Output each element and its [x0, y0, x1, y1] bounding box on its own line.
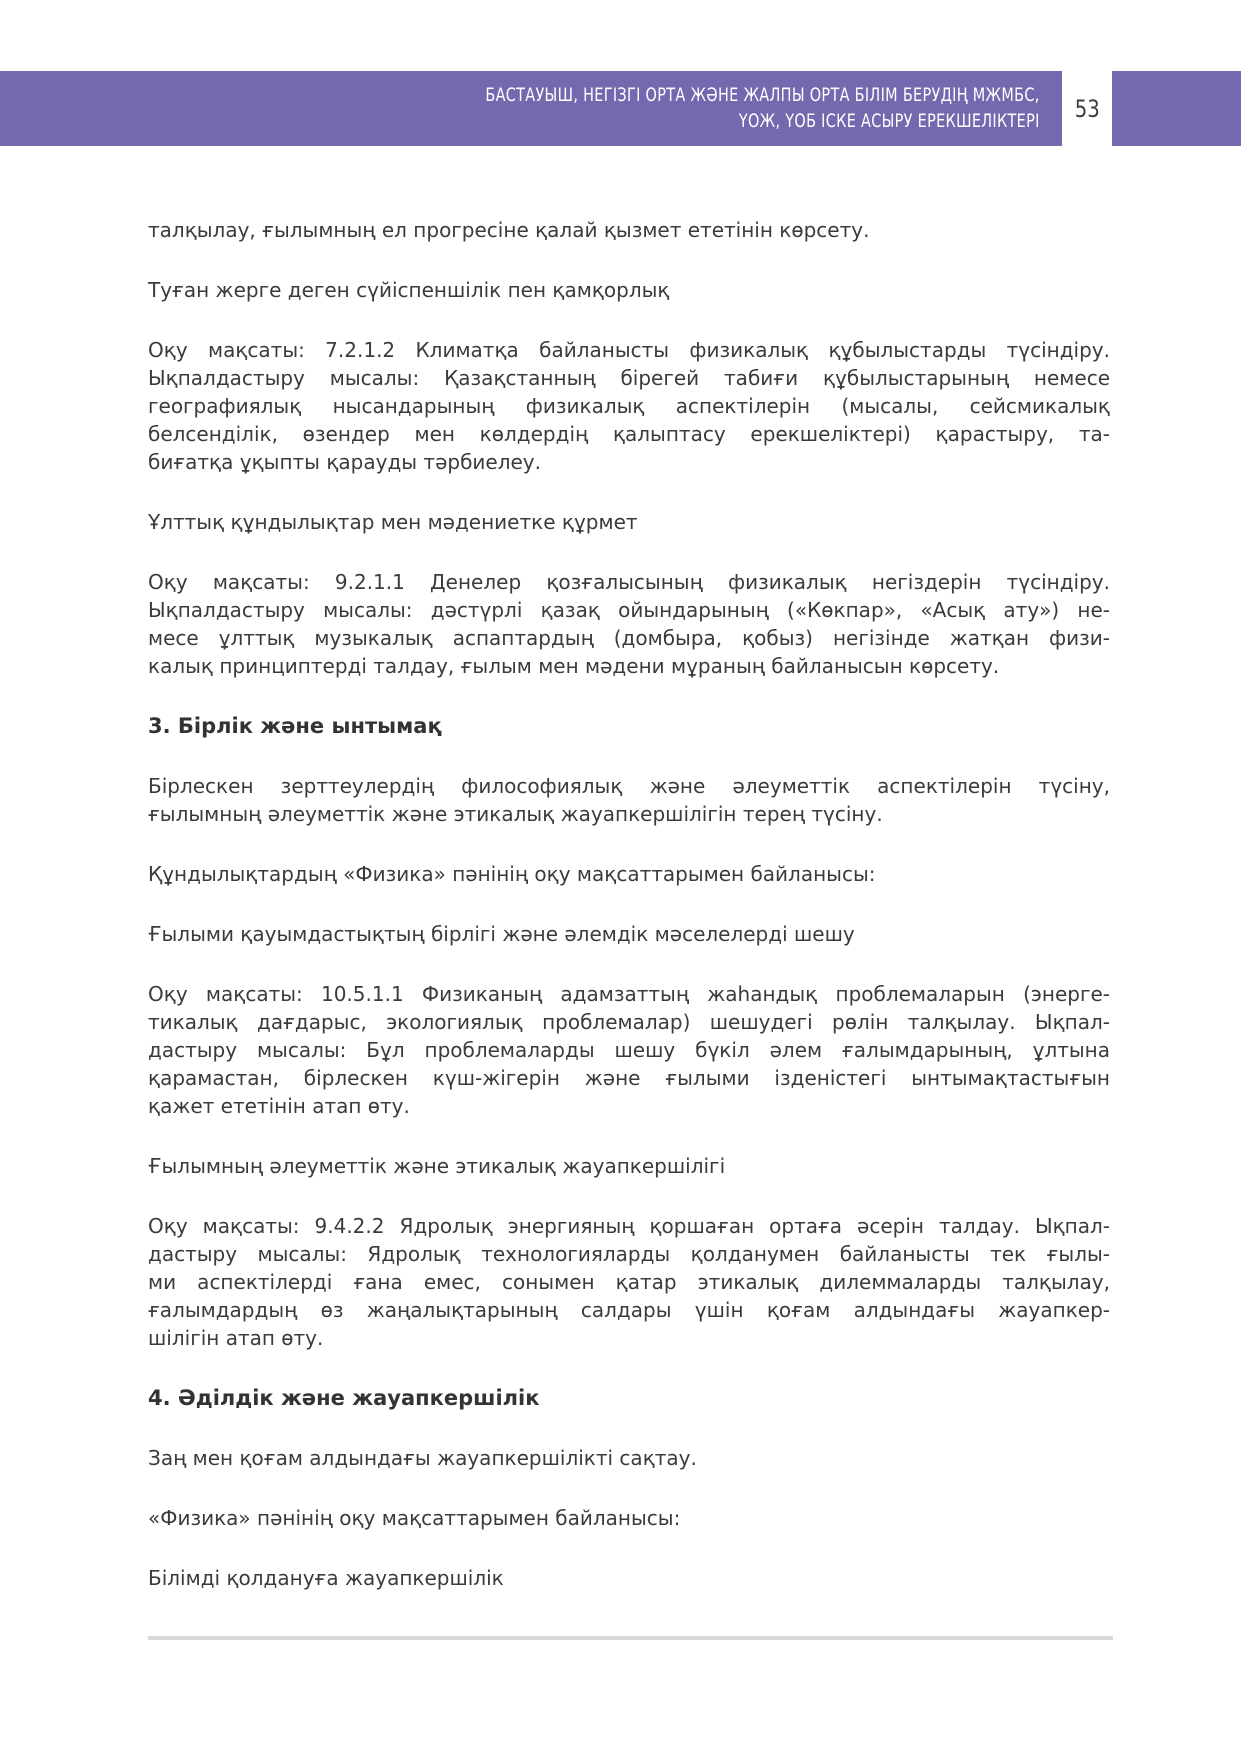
text-line: калық принциптерді талдау, ғылым мен мәдени мұраның байланысын көрсету. — [148, 654, 1000, 678]
paragraph — [148, 1504, 1110, 1532]
text-line: Құндылықтардың «Физика» пәнінің оқу мақсаттарымен байланысы: — [148, 862, 876, 886]
text-line: Бірлескен зерттеулердің философиялық және әлеуметтік аспектілерін түсіну, — [148, 774, 1110, 798]
paragraph — [148, 1212, 1110, 1352]
text-line: 4. Әділдік және жауапкершілік — [148, 1386, 540, 1410]
paragraph — [148, 980, 1110, 1120]
paragraph — [148, 336, 1110, 476]
text-line: белсенділік, өзендер мен көлдердің қалыптасу ерекшеліктері) қарастыру, та- — [148, 422, 1110, 446]
paragraph — [148, 1564, 1110, 1592]
text-line: Ықпалдастыру мысалы: дәстүрлі қазақ ойындарының («Көкпар», «Асық ату») не- — [148, 598, 1110, 622]
paragraph — [148, 216, 1110, 244]
footer-rule — [148, 1636, 1113, 1640]
text-line: дастыру мысалы: Ядролық технологияларды қолданумен байланысты тек ғылы- — [148, 1242, 1110, 1266]
paragraph — [148, 1444, 1110, 1472]
text-line: Заң мен қоғам алдындағы жауапкершілікті сақтау. — [148, 1446, 697, 1470]
text-line: месе ұлттық музыкалық аспаптардың (домбыра, қобыз) негізінде жатқан физи- — [148, 626, 1110, 650]
text-line: қажет ететінін атап өту. — [148, 1094, 410, 1118]
header-banner — [0, 71, 1062, 146]
text-line: дастыру мысалы: Бұл проблемаларды шешу бүкіл әлем ғалымдарының, ұлтына — [148, 1038, 1110, 1062]
text-line: Ықпалдастыру мысалы: Қазақстанның бірегей табиғи құбылыстарының немесе — [148, 366, 1110, 390]
paragraph — [148, 568, 1110, 680]
text-line: ғалымдардың өз жаңалықтарының салдары үшін қоғам алдындағы жауапкер- — [148, 1298, 1110, 1322]
text-line: шілігін атап өту. — [148, 1326, 324, 1350]
text-line: географиялық нысандарының физикалық аспектілерін (мысалы, сейсмикалық — [148, 394, 1110, 418]
text-line: ми аспектілерді ғана емес, сонымен қатар этикалық дилеммаларды талқылау, — [148, 1270, 1110, 1294]
text-line: қарамастан, бірлескен күш-жігерін және ғылыми ізденістегі ынтымақтастығын — [148, 1066, 1110, 1090]
text-line: Ғылымның әлеуметтік және этикалық жауапкершілігі — [148, 1154, 726, 1178]
section-heading — [148, 712, 1110, 740]
paragraph — [148, 772, 1110, 828]
text-line: Ғылыми қауымдастықтың бірлігі және әлемдік мәселелерді шешу — [148, 922, 855, 946]
header-title-line1: БАСТАУЫШ, НЕГІЗГІ ОРТА ЖӘНЕ ЖАЛПЫ ОРТА БІЛІМ БЕРУДІҢ МЖМБС, — [485, 84, 1040, 106]
paragraph — [148, 1152, 1110, 1180]
paragraph — [148, 860, 1110, 888]
text-line: Оқу мақсаты: 9.4.2.2 Ядролық энергияның қоршаған ортаға әсерін талдау. Ықпал- — [148, 1214, 1110, 1238]
paragraph — [148, 508, 1110, 536]
text-line: Оқу мақсаты: 9.2.1.1 Денелер қозғалысының физикалық негіздерін түсіндіру. — [148, 570, 1110, 594]
text-line: Ұлттық құндылықтар мен мәдениетке құрмет — [148, 510, 638, 534]
page-number-box — [1062, 71, 1112, 146]
section-heading — [148, 1384, 1110, 1412]
text-line: талқылау, ғылымның ел прогресіне қалай қызмет ететінін көрсету. — [148, 218, 870, 242]
text-line: биғатқа ұқыпты қарауды тәрбиелеу. — [148, 450, 541, 474]
page-number: 53 — [1074, 94, 1100, 123]
content — [148, 216, 1110, 1592]
text-line: тикалық дағдарыс, экологиялық проблемалар) шешудегі рөлін талқылау. Ықпал- — [148, 1010, 1110, 1034]
text-line: Туған жерге деген сүйіспеншілік пен қамқорлық — [148, 278, 670, 302]
header-banner-side-block — [1112, 71, 1241, 146]
paragraph — [148, 920, 1110, 948]
header-title-line2: ҮОЖ, ҮОБ ІСКЕ АСЫРУ ЕРЕКШЕЛІКТЕРІ — [739, 110, 1040, 132]
header-title — [486, 83, 1040, 135]
text-line: Оқу мақсаты: 7.2.1.2 Климатқа байланысты физикалық құбылыстарды түсіндіру. — [148, 338, 1110, 362]
text-line: «Физика» пәнінің оқу мақсаттарымен байланысы: — [148, 1506, 681, 1530]
paragraph — [148, 276, 1110, 304]
text-line: ғылымның әлеуметтік және этикалық жауапкершілігін терең түсіну. — [148, 802, 883, 826]
text-line: Оқу мақсаты: 10.5.1.1 Физиканың адамзаттың жаһандық проблемаларын (энерге- — [148, 982, 1110, 1006]
text-line: 3. Бірлік және ынтымақ — [148, 714, 442, 738]
text-line: Білімді қолдануға жауапкершілік — [148, 1566, 504, 1590]
